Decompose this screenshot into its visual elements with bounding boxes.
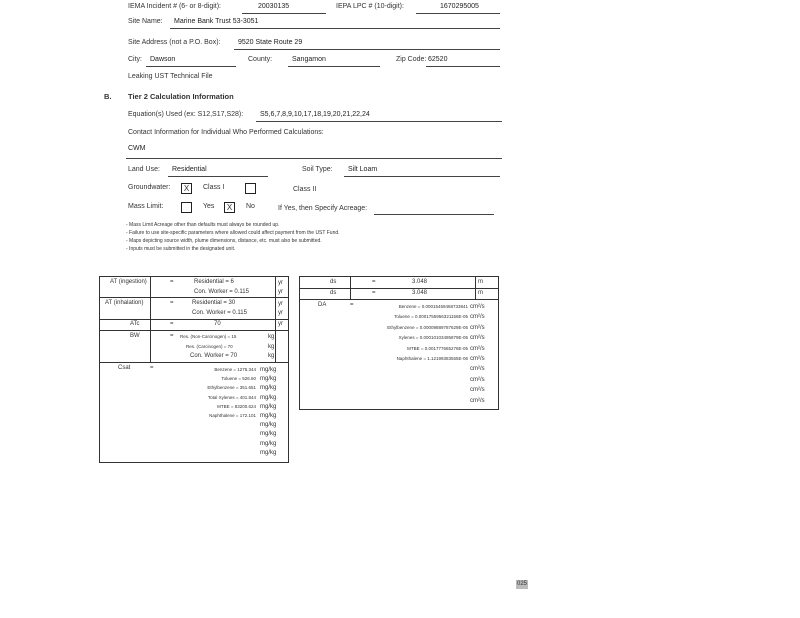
da-row-unit: cm²/s bbox=[470, 387, 485, 394]
gw-class2-checkbox[interactable] bbox=[245, 183, 256, 194]
bw-res-carc: Res. (Carcinogen) = 70 bbox=[186, 344, 233, 349]
soil-type-label: Soil Type: bbox=[302, 166, 333, 173]
gw-class2-label: Class II bbox=[293, 186, 317, 193]
da-row-unit: cm²/s bbox=[470, 376, 485, 383]
bw-res: Res. (Non-Carcinogen) = 15 bbox=[180, 334, 237, 339]
lpc-value: 1670295005 bbox=[440, 3, 479, 10]
csat-row-unit: mg/kg bbox=[260, 367, 277, 373]
da-row-name: Naphthalene = 1.12199383555E-06 bbox=[396, 356, 468, 361]
res-30: Residential = 30 bbox=[192, 300, 236, 306]
d2-label: ds bbox=[330, 290, 337, 296]
equations-label: Equation(s) Used (ex: S12,S17,S28): bbox=[128, 111, 244, 118]
right-params-table bbox=[299, 276, 499, 410]
bw-label: BW bbox=[130, 333, 140, 339]
eq-sign: = bbox=[350, 302, 354, 308]
csat-row-unit: mg/kg bbox=[260, 440, 277, 447]
csat-label: Csat bbox=[118, 365, 131, 371]
yr-unit: yr bbox=[278, 289, 283, 295]
at-ingestion-label: AT (ingestion) bbox=[110, 279, 147, 285]
eq-sign: = bbox=[170, 321, 174, 327]
eq-sign: = bbox=[372, 279, 376, 285]
con-worker-2: Con. Worker = 0.115 bbox=[192, 310, 247, 316]
d-value: 3.048 bbox=[412, 279, 428, 285]
gw-class1-checkbox[interactable]: X bbox=[181, 183, 192, 194]
csat-row-unit: mg/kg bbox=[260, 449, 277, 456]
mass-specify-label: If Yes, then Specify Acreage: bbox=[278, 205, 368, 212]
mass-yes-checkbox[interactable] bbox=[181, 202, 192, 213]
contact-label: Contact Information for Individual Who Performed Calculations: bbox=[128, 129, 324, 136]
eq-sign: = bbox=[170, 333, 174, 339]
kg-unit: kg bbox=[268, 353, 275, 359]
gw-class1-label: Class I bbox=[203, 184, 225, 191]
da-row-unit: cm²/s bbox=[470, 335, 485, 342]
site-address-label: Site Address (not a P.O. Box): bbox=[128, 39, 221, 46]
da-row-name: Xylenes = 0.00010103495879E-05 bbox=[398, 335, 468, 341]
csat-row-name: Total Xylenes = 401.844 bbox=[207, 394, 256, 400]
csat-row-name: Ethylbenzene = 351.651 bbox=[207, 385, 256, 391]
incident-label: IEMA Incident # (6- or 8-digit): bbox=[128, 3, 221, 10]
da-row-unit: cm²/s bbox=[470, 356, 485, 362]
d-label: ds bbox=[330, 279, 337, 285]
yr-unit: yr bbox=[278, 301, 283, 307]
da-label: DA bbox=[318, 302, 327, 308]
csat-row-name: Toluene = 526.60 bbox=[221, 376, 256, 382]
da-row-unit: cm²/s bbox=[470, 314, 485, 321]
land-use-value: Residential bbox=[172, 166, 207, 173]
equations-value: S5,6,7,8,9,10,17,18,19,20,21,22,24 bbox=[260, 111, 370, 118]
eq-sign: = bbox=[170, 279, 174, 285]
bw-con: Con. Worker = 70 bbox=[190, 353, 238, 359]
da-row-name: Benzene = 0.00015459468733841 bbox=[398, 304, 468, 309]
at-c-label: ATc bbox=[130, 321, 140, 327]
mass-no-label: No bbox=[246, 203, 255, 210]
da-row-unit: cm²/s bbox=[470, 324, 485, 331]
csat-row-unit: mg/kg bbox=[260, 394, 277, 401]
csat-row-unit: mg/kg bbox=[260, 422, 277, 429]
contact-value: CWM bbox=[128, 145, 146, 152]
da-row-unit: cm²/s bbox=[470, 304, 485, 310]
yr-unit: yr bbox=[278, 280, 283, 286]
d2-value: 3.048 bbox=[412, 290, 428, 296]
county-value: Sangamon bbox=[292, 56, 326, 63]
res-6: Residential = 6 bbox=[194, 279, 234, 285]
kg-unit: kg bbox=[268, 344, 275, 350]
yr-unit: yr bbox=[278, 310, 283, 316]
city-value: Dawson bbox=[150, 56, 176, 63]
zip-label: Zip Code: bbox=[396, 56, 427, 63]
csat-row-unit: mg/kg bbox=[260, 431, 277, 438]
csat-row-name: MTBE = 83200.624 bbox=[217, 403, 256, 409]
da-row-unit: cm²/s bbox=[470, 345, 485, 352]
eq-sign: = bbox=[150, 365, 154, 371]
csat-row-unit: mg/kg bbox=[260, 403, 277, 410]
con-worker-1: Con. Worker = 0.115 bbox=[194, 289, 249, 295]
site-address-value: 9520 State Route 29 bbox=[238, 39, 303, 46]
d-unit: m bbox=[478, 279, 483, 285]
d2-unit: m bbox=[478, 290, 483, 296]
csat-row-unit: mg/kg bbox=[260, 413, 277, 419]
at-c-value: 70 bbox=[214, 321, 221, 327]
note-4: - Inputs must be submitted in the designated unit. bbox=[126, 246, 236, 252]
groundwater-label: Groundwater: bbox=[128, 184, 171, 191]
csat-row-unit: mg/kg bbox=[260, 385, 277, 392]
yr-unit: yr bbox=[278, 321, 283, 327]
left-params-table bbox=[99, 276, 289, 463]
section-title: Tier 2 Calculation Information bbox=[128, 92, 234, 101]
site-name-value: Marine Bank Trust 53-3051 bbox=[174, 18, 259, 25]
site-name-label: Site Name: bbox=[128, 18, 163, 25]
eq-sign: = bbox=[372, 290, 376, 296]
land-use-label: Land Use: bbox=[128, 166, 160, 173]
section-letter: B. bbox=[104, 92, 112, 101]
mass-no-checkbox[interactable]: X bbox=[224, 202, 235, 213]
da-row-name: MTBE = 0.001777665276E-05 bbox=[407, 345, 468, 351]
county-label: County: bbox=[248, 56, 273, 63]
incident-value: 20030135 bbox=[258, 3, 290, 10]
soil-type-value: Silt Loam bbox=[348, 166, 378, 173]
note-2: - Failure to use site-specific parameters where allowed could affect payment from the UST Fund. bbox=[126, 230, 340, 236]
leaking-ust-label: Leaking UST Technical File bbox=[128, 73, 213, 80]
note-1: - Mass Limit Acreage other than defaults must always be rounded up. bbox=[126, 222, 280, 228]
eq-sign: = bbox=[170, 300, 174, 306]
mass-limit-label: Mass Limit: bbox=[128, 203, 164, 210]
csat-row-name: Naphthalene = 172.101 bbox=[209, 413, 256, 418]
zip-value: 62520 bbox=[428, 56, 448, 63]
da-row-unit: cm²/s bbox=[470, 366, 485, 373]
note-3: - Maps depicting source width, plume dimensions, distance, etc. must also be submitted. bbox=[126, 238, 322, 244]
page-number: 025 bbox=[516, 581, 527, 587]
lpc-label: IEPA LPC # (10-digit): bbox=[336, 3, 404, 10]
kg-unit: kg bbox=[268, 334, 275, 340]
csat-row-unit: mg/kg bbox=[260, 376, 277, 383]
csat-row-name: Benzene = 1275.344 bbox=[214, 367, 256, 372]
da-row-unit: cm²/s bbox=[470, 397, 485, 404]
mass-yes-label: Yes bbox=[203, 203, 215, 210]
da-row-name: Toluene = 0.0001755956321156E-05 bbox=[394, 314, 468, 320]
city-label: City: bbox=[128, 56, 142, 63]
at-inhalation-label: AT (inhalation) bbox=[105, 300, 144, 306]
da-row-name: Ethylbenzene = 0.00009889787629E-05 bbox=[387, 324, 468, 330]
